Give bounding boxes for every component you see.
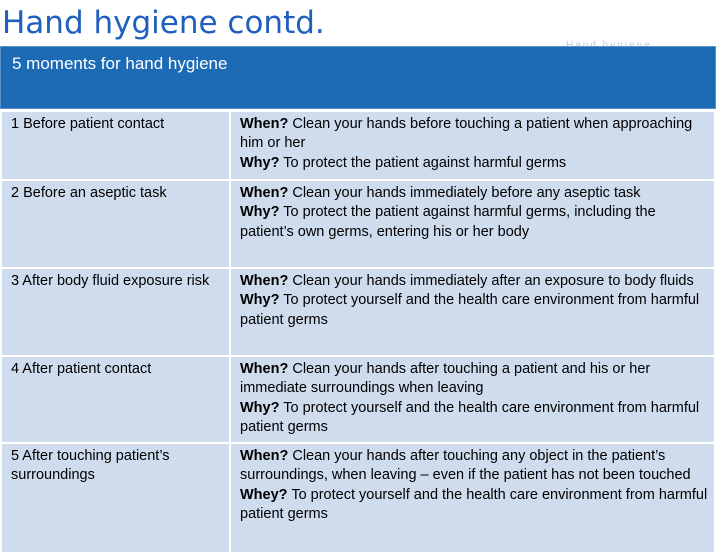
why-text: To protect yourself and the health care environment from harmful patient germs (240, 292, 700, 328)
when-label: When? (240, 273, 289, 289)
why-label: Why? (240, 292, 280, 309)
why-text: To protect yourself and the health care environment from harmful patient germs (240, 486, 708, 523)
when-text: Clean your hands immediately after an exposure to body fluids (292, 273, 694, 289)
table-header-label: 5 moments for hand hygiene (12, 54, 228, 73)
moment-label: 2 Before an aseptic task (1, 180, 230, 268)
slide-title: Hand hygiene contd. (2, 5, 325, 41)
table-row (1, 111, 715, 180)
moment-label: 4 After patient contact (1, 356, 230, 443)
why-text: To protect the patient against harmful germs (283, 154, 567, 171)
when-label: When? (240, 185, 289, 201)
when-label: When? (240, 361, 289, 377)
table-row (1, 356, 715, 443)
when-text: Clean your hands immediately before any aseptic task (292, 185, 641, 201)
when-text: Clean your hands after touching a patient and his or her immediate surroundings when leaving (240, 361, 651, 397)
moment-details (230, 180, 715, 268)
moment-label: 5 After touching patient’s surroundings (1, 443, 230, 553)
table-row (1, 180, 715, 268)
moments-table (0, 110, 716, 554)
when-label: When? (240, 448, 289, 464)
moment-label: 3 After body fluid exposure risk (1, 268, 230, 356)
table-row (1, 268, 715, 356)
why-label: Why? (240, 204, 280, 221)
moment-label: 1 Before patient contact (1, 111, 230, 180)
moment-details (230, 111, 715, 180)
why-text: To protect yourself and the health care environment from harmful patient germs (240, 399, 700, 436)
why-text: To protect the patient against harmful germs, including the patient’s own germs, entering his or her body (240, 204, 656, 240)
why-label: Whey? (240, 486, 288, 503)
when-text: Clean your hands after touching any object in the patient’s surroundings, when leaving – even if the patient has not been touched (240, 448, 691, 484)
table-row (1, 443, 715, 553)
why-label: Why? (240, 399, 280, 416)
moment-details (230, 268, 715, 356)
when-label: When? (240, 116, 289, 132)
moment-details (230, 356, 715, 443)
moment-details (230, 443, 715, 553)
when-text: Clean your hands before touching a patient when approaching him or her (240, 116, 693, 152)
table-header (0, 46, 716, 109)
why-label: Why? (240, 154, 280, 171)
